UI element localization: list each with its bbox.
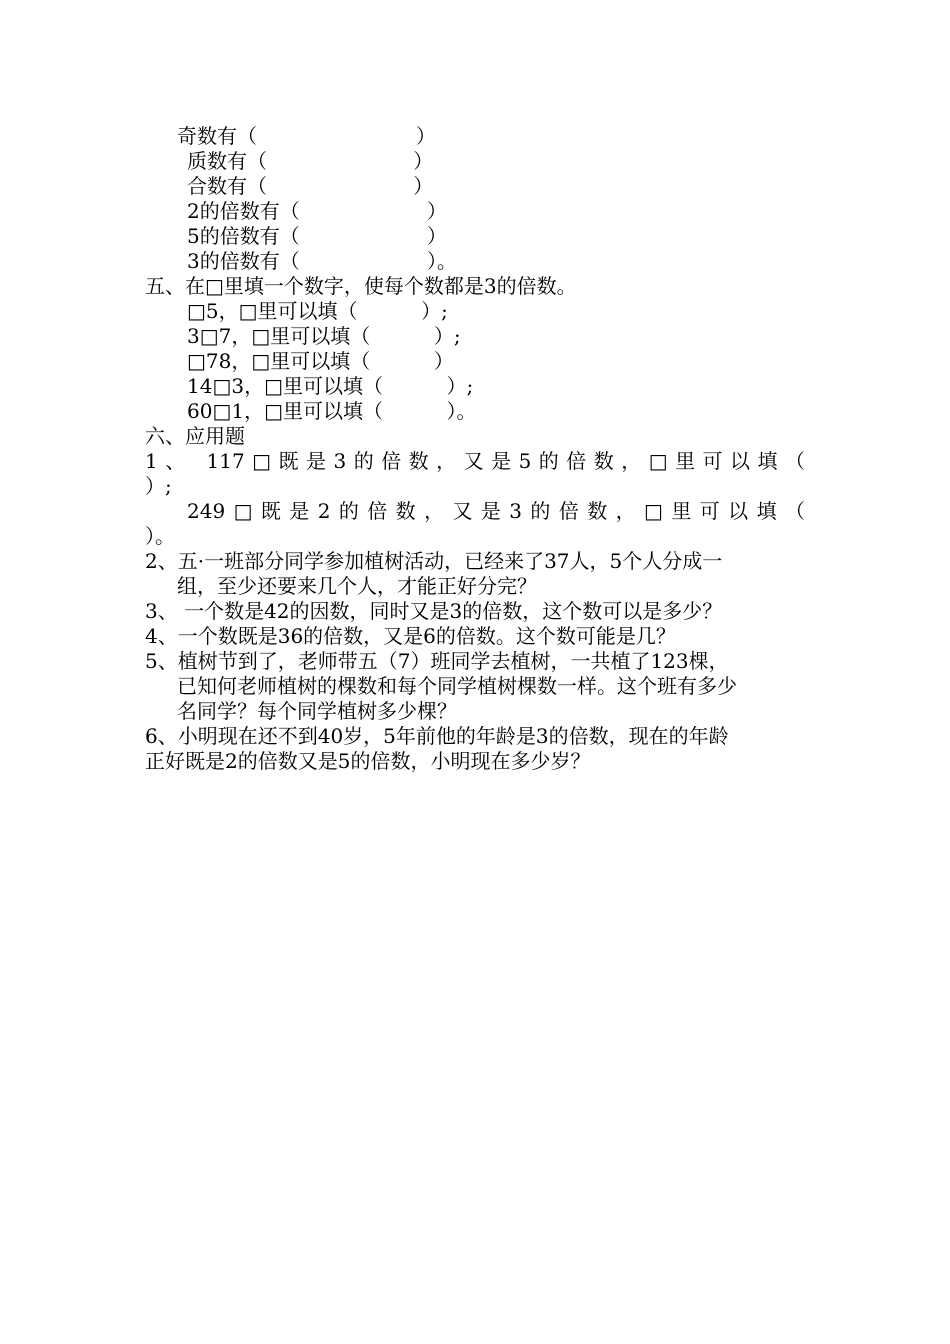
question-6-line-2: 正好既是2的倍数又是5的倍数，小明现在多少岁？ [145,749,591,773]
fill-digit-item-3: □78，□里可以填（ ） [187,349,454,373]
multiples-of-2-line: 2的倍数有（ ） [187,199,447,223]
question-5-line-2: 已知何老师植树的棵数和每个同学植树棵数一样。这个班有多少 [177,674,737,698]
fill-digit-item-1: □5，□里可以填（ ）; [187,299,448,323]
question-1-line-4: ）。 [145,524,175,548]
question-2-line-1: 2、五·一班部分同学参加植树活动，已经来了37人，5个人分成一 [145,549,723,573]
question-5-line-3: 名同学？每个同学植树多少棵？ [177,699,457,723]
fill-digit-item-4: 14□3，□里可以填（ ）; [187,374,474,398]
question-6-line-1: 6、小明现在还不到40岁，5年前他的年龄是3的倍数，现在的年龄 [145,724,729,748]
section-6-heading: 六、应用题 [145,424,245,448]
question-5-line-1: 5、植树节到了，老师带五（7）班同学去植树，一共植了123棵， [145,649,729,673]
fill-digit-item-2: 3□7，□里可以填（ ）; [187,324,461,348]
question-1-line-2: ）; [145,474,172,498]
odd-numbers-line: 奇数有（ ） [177,124,436,148]
section-5-heading: 五、在□里填一个数字，使每个数都是3的倍数。 [145,274,577,298]
question-1-line-3: 249□既是2的倍数，又是3的倍数，□里可以填（ [187,499,805,523]
multiples-of-3-line: 3的倍数有（ ）。 [187,249,457,273]
question-1-line-1: 1、 117□既是3的倍数，又是5的倍数，□里可以填（ [145,449,805,473]
multiples-of-5-line: 5的倍数有（ ） [187,224,447,248]
question-3: 3、 一个数是42的因数，同时又是3的倍数，这个数可以是多少？ [145,599,723,623]
composite-numbers-line: 合数有（ ） [187,174,434,198]
fill-digit-item-5: 60□1，□里可以填（ ）。 [187,399,477,423]
prime-numbers-line: 质数有（ ） [187,149,434,173]
question-4: 4、一个数既是36的倍数，又是6的倍数。这个数可能是几？ [145,624,676,648]
question-2-line-2: 组，至少还要来几个人，才能正好分完？ [177,574,537,598]
